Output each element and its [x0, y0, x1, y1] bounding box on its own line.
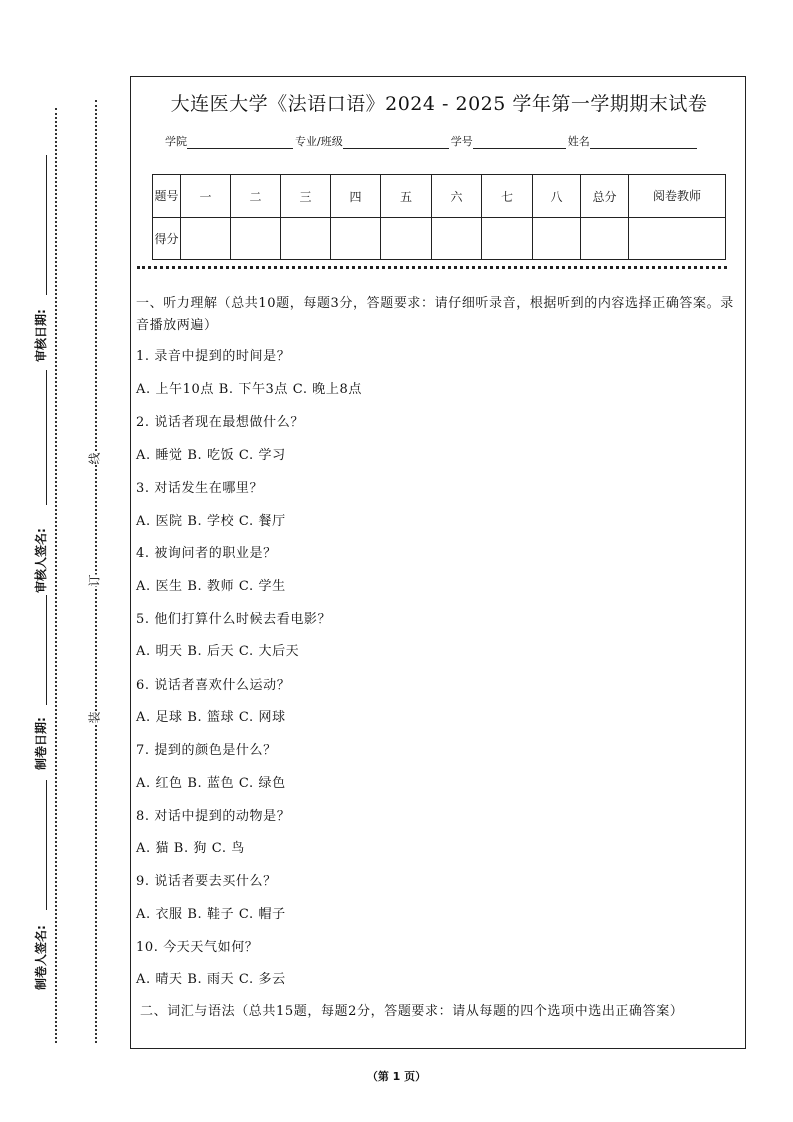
- score-cell-1[interactable]: [181, 218, 231, 260]
- reviewer-signature-line[interactable]: [46, 370, 47, 505]
- column-4: 四: [331, 175, 381, 218]
- name-label: 姓名: [567, 135, 590, 148]
- column-7: 七: [482, 175, 533, 218]
- question-9: 9. 说话者要去买什么？: [136, 874, 277, 889]
- binding-mark-line: 线: [85, 452, 104, 464]
- question-1: 1. 录音中提到的时间是？: [136, 349, 291, 364]
- score-table: [152, 174, 726, 260]
- question-6: 6. 说话者喜欢什么运动？: [136, 678, 291, 693]
- grader-cell[interactable]: [629, 218, 726, 260]
- paper-maker-signature-line[interactable]: [46, 780, 47, 910]
- column-3: 三: [281, 175, 331, 218]
- question-number-header: 题号: [153, 175, 181, 218]
- paper-maker-signature-label: 制卷人签名:: [34, 925, 48, 990]
- question-2-options: A. 睡觉 B. 吃饭 C. 学习: [136, 448, 286, 463]
- major-field[interactable]: [343, 137, 449, 149]
- column-total: 总分: [581, 175, 629, 218]
- student-info-row: [165, 133, 699, 149]
- score-cell-8[interactable]: [533, 218, 581, 260]
- section-2-heading: 二、词汇与语法（总共15题，每题2分，答题要求：请从每题的四个选项中选出正确答案）: [140, 1004, 684, 1019]
- question-8: 8. 对话中提到的动物是？: [136, 809, 291, 824]
- score-cell-2[interactable]: [231, 218, 281, 260]
- college-label: 学院: [165, 135, 187, 148]
- score-cell-total[interactable]: [581, 218, 629, 260]
- question-3: 3. 对话发生在哪里？: [136, 481, 264, 496]
- review-date-label: 审核日期:: [34, 309, 48, 362]
- binding-mark-bind: 装: [85, 711, 104, 723]
- question-5: 5. 他们打算什么时候去看电影？: [136, 612, 332, 627]
- question-9-options: A. 衣服 B. 鞋子 C. 帽子: [136, 907, 286, 922]
- score-row-header: 得分: [153, 218, 181, 260]
- major-label: 专业/班级: [295, 135, 343, 148]
- question-4-options: A. 医生 B. 教师 C. 学生: [136, 579, 286, 594]
- review-date-line[interactable]: [46, 155, 47, 295]
- score-cell-4[interactable]: [331, 218, 381, 260]
- name-field[interactable]: [590, 137, 697, 149]
- score-cell-7[interactable]: [482, 218, 533, 260]
- page-number: （第 1 页）: [366, 1070, 427, 1083]
- binding-dotted-line: [95, 100, 97, 1043]
- question-8-options: A. 猫 B. 狗 C. 鸟: [136, 841, 245, 856]
- reviewer-signature-label: 审核人签名:: [34, 528, 48, 593]
- student-id-label: 学号: [450, 135, 473, 148]
- question-7: 7. 提到的颜色是什么？: [136, 743, 277, 758]
- column-1: 一: [181, 175, 231, 218]
- section-1-heading: 一、听力理解（总共10题，每题3分，答题要求：请仔细听录音，根据听到的内容选择正确答案。录音播放两遍）: [136, 296, 734, 333]
- score-cell-3[interactable]: [281, 218, 331, 260]
- exam-frame: [130, 76, 746, 1049]
- question-10: 10. 今天天气如何？: [136, 940, 259, 955]
- paper-date-label: 制卷日期:: [34, 717, 48, 770]
- score-cell-5[interactable]: [381, 218, 432, 260]
- dotted-separator: [137, 266, 727, 269]
- question-2: 2. 说话者现在最想做什么？: [136, 415, 304, 430]
- column-5: 五: [381, 175, 432, 218]
- grader-header: 阅卷教师: [629, 175, 726, 218]
- question-6-options: A. 足球 B. 篮球 C. 网球: [136, 710, 286, 725]
- student-id-field[interactable]: [473, 137, 566, 149]
- question-5-options: A. 明天 B. 后天 C. 大后天: [136, 644, 300, 659]
- question-1-options: A. 上午10点 B. 下午3点 C. 晚上8点: [136, 382, 362, 397]
- question-4: 4. 被询问者的职业是？: [136, 546, 277, 561]
- binding-mark-staple: 订: [85, 574, 104, 586]
- column-8: 八: [533, 175, 581, 218]
- exam-title: 大连医大学《法语口语》2024 - 2025 学年第一学期期末试卷: [170, 93, 708, 115]
- score-cell-6[interactable]: [432, 218, 482, 260]
- outer-dotted-line: [55, 108, 57, 1043]
- column-6: 六: [432, 175, 482, 218]
- college-field[interactable]: [187, 137, 293, 149]
- column-2: 二: [231, 175, 281, 218]
- question-3-options: A. 医院 B. 学校 C. 餐厅: [136, 514, 286, 529]
- question-7-options: A. 红色 B. 蓝色 C. 绿色: [136, 776, 286, 791]
- paper-date-line[interactable]: [46, 595, 47, 705]
- question-10-options: A. 晴天 B. 雨天 C. 多云: [136, 972, 286, 987]
